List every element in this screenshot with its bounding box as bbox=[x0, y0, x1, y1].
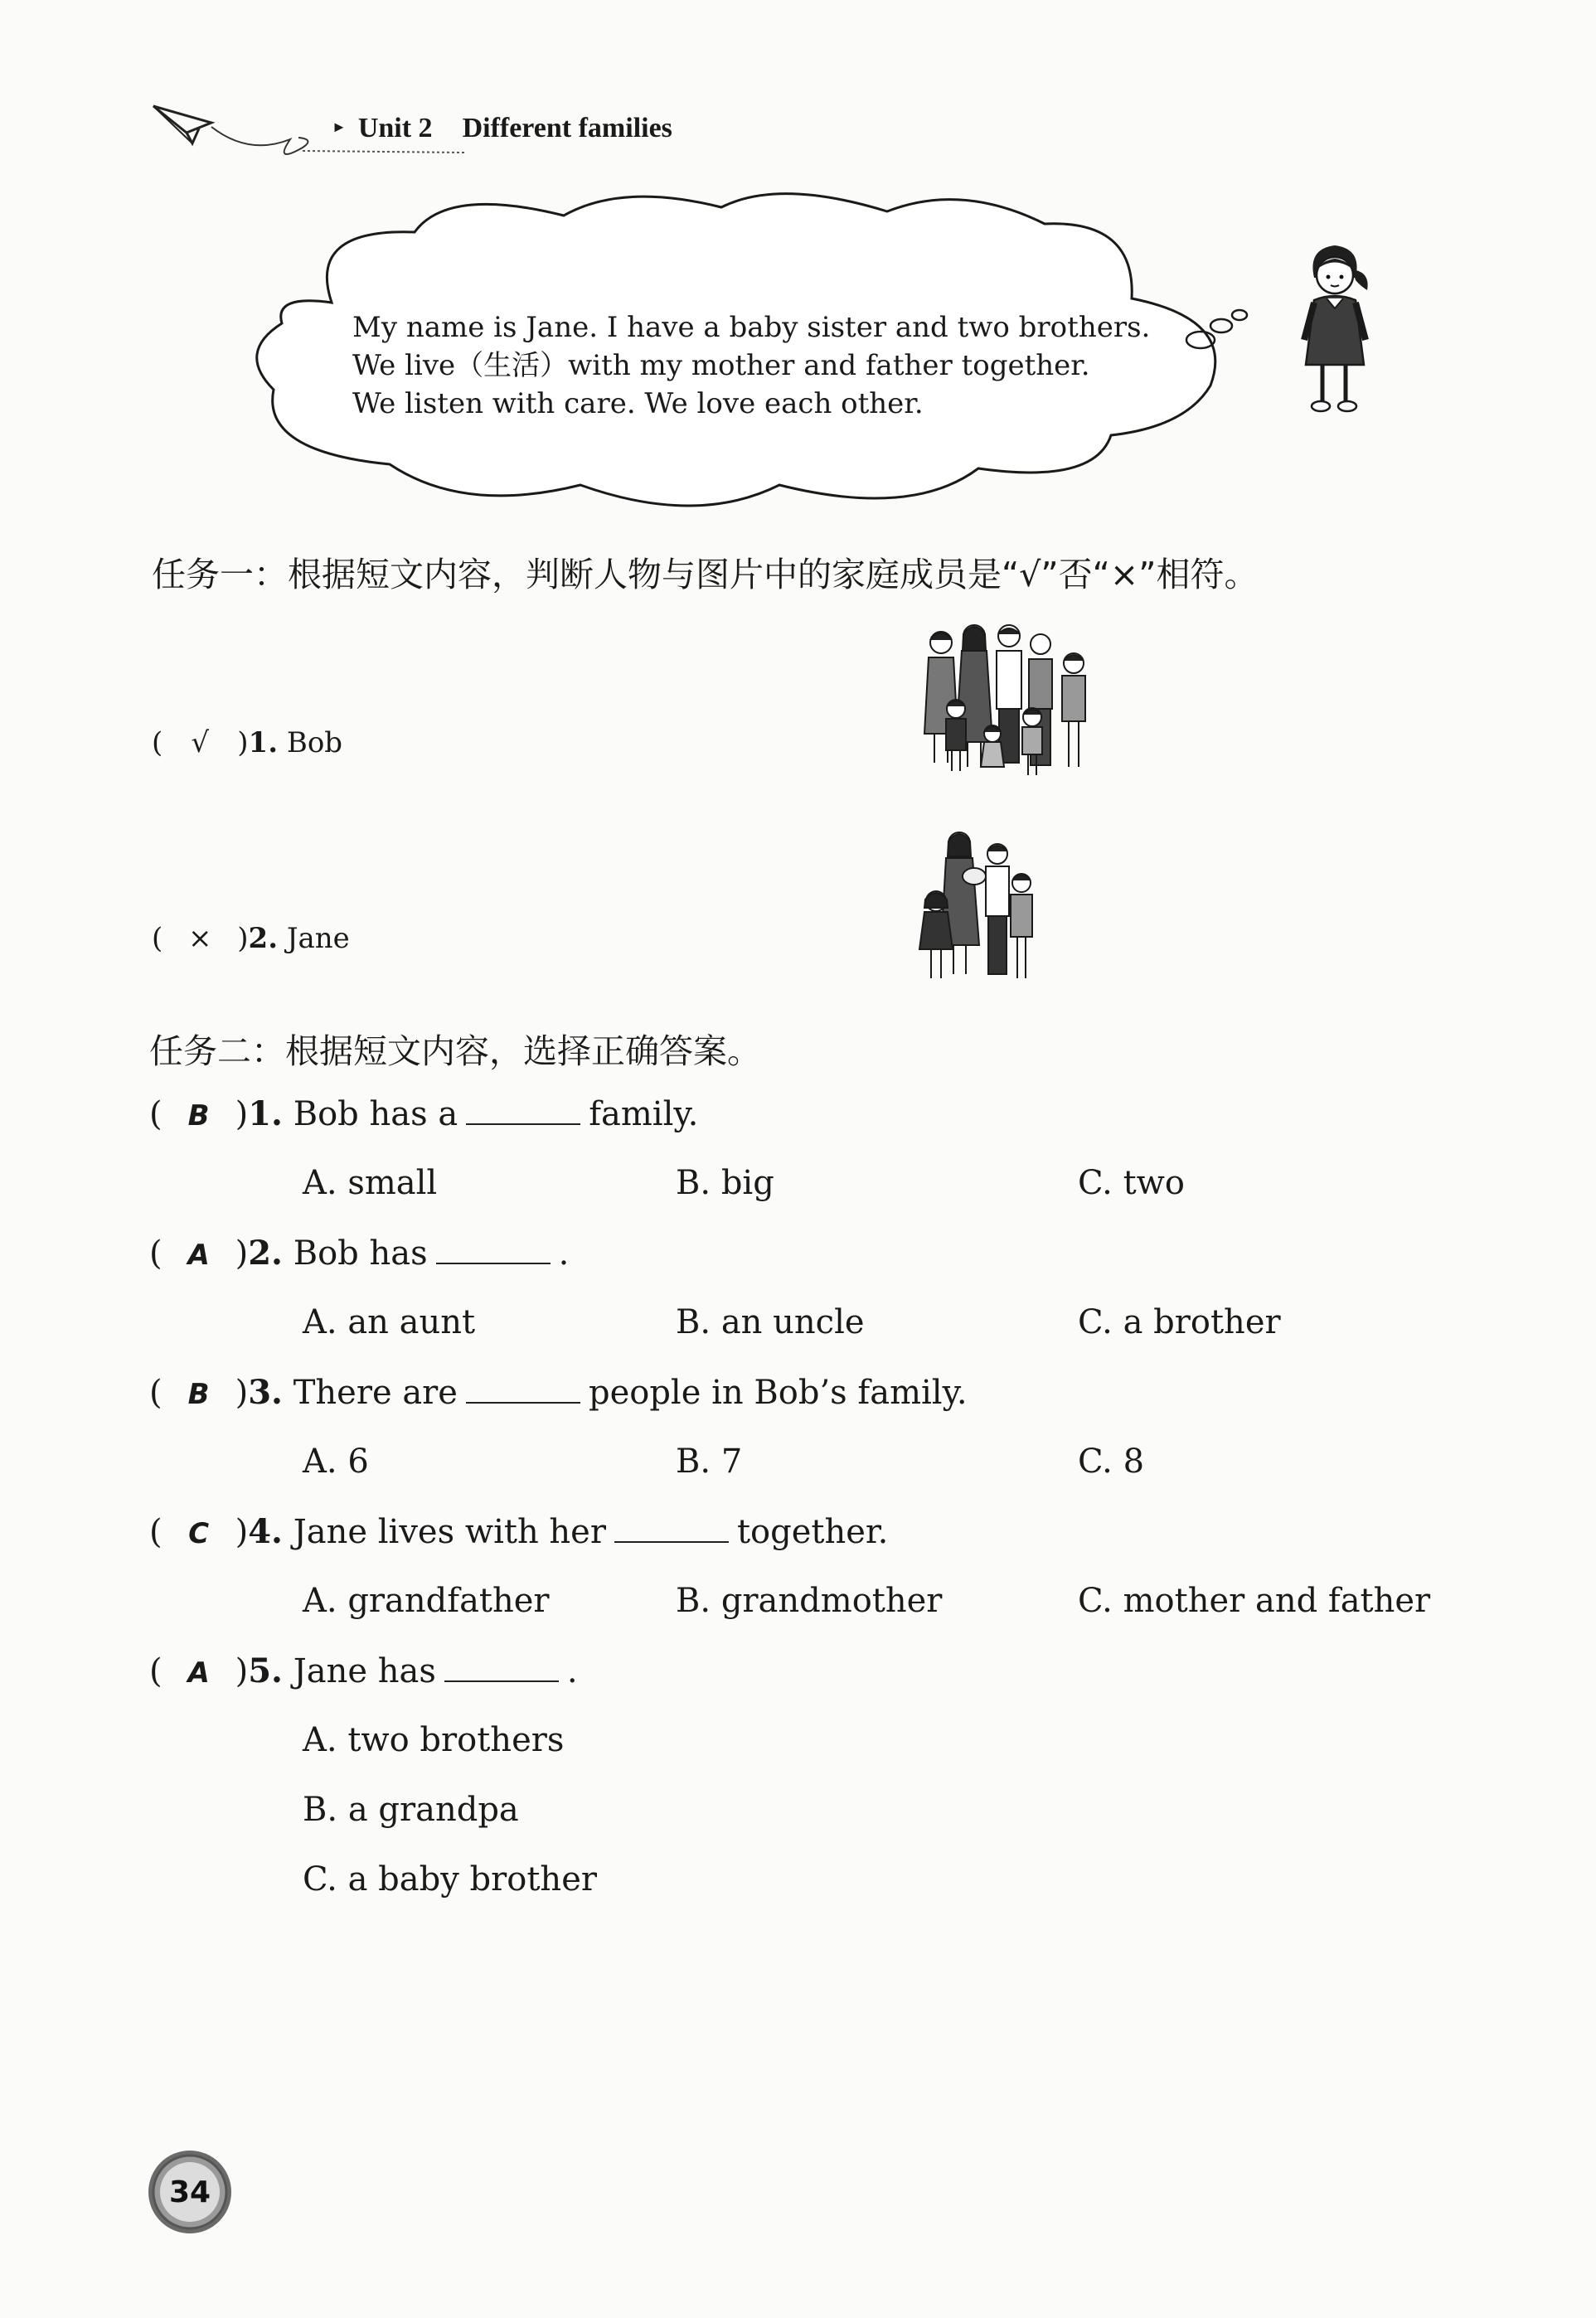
task1-num: 1. bbox=[248, 726, 279, 759]
question-text-before: Jane has bbox=[293, 1652, 436, 1690]
unit-label: Unit 2 bbox=[357, 113, 433, 143]
question-1: ( B )1. Bob has a family. bbox=[149, 1094, 699, 1133]
bubble-line: My name is Jane. I have a baby sister and two brothers. bbox=[352, 311, 1151, 344]
answer-letter: C bbox=[188, 1517, 210, 1550]
big-family-illustration bbox=[916, 618, 1107, 783]
task1-item-1: ( √ )1. Bob bbox=[152, 726, 343, 759]
option-a: A. two brothers bbox=[303, 1721, 565, 1759]
option-a: A. grandfather bbox=[303, 1582, 550, 1620]
task2-heading: 任务二：根据短文内容，选择正确答案。 bbox=[149, 1031, 761, 1071]
question-5: ( A )5. Jane has . bbox=[149, 1651, 578, 1690]
question-text-before: Bob has bbox=[293, 1234, 428, 1273]
unit-header: ► Unit 2 Different families bbox=[332, 113, 672, 143]
option-b: B. a grandpa bbox=[303, 1791, 519, 1829]
option-c: C. two bbox=[1078, 1164, 1186, 1202]
option-a: A. 6 bbox=[303, 1443, 369, 1481]
answer-blank bbox=[466, 1377, 580, 1404]
question-text-after: people in Bob’s family. bbox=[588, 1374, 968, 1412]
answer-blank bbox=[436, 1238, 551, 1264]
task1-name: Jane bbox=[286, 922, 350, 955]
question-text-after: family. bbox=[589, 1095, 699, 1133]
task1-num: 2. bbox=[248, 922, 279, 955]
question-text-before: Jane lives with her bbox=[293, 1513, 606, 1551]
question-text-after: . bbox=[566, 1652, 578, 1690]
option-b: B. grandmother bbox=[676, 1582, 943, 1620]
option-c: C. mother and father bbox=[1078, 1582, 1431, 1620]
task1-answer: √ bbox=[191, 726, 210, 759]
answer-letter: A bbox=[187, 1239, 210, 1272]
question-text-after: . bbox=[558, 1234, 570, 1273]
option-a: A. small bbox=[303, 1164, 438, 1202]
question-number: 3. bbox=[248, 1373, 283, 1412]
bubble-line: We live（生活）with my mother and father together. bbox=[352, 349, 1090, 382]
bubble-text bbox=[352, 308, 1150, 423]
answer-letter: A bbox=[187, 1656, 210, 1690]
answer-blank bbox=[614, 1516, 729, 1543]
page-number-badge bbox=[145, 2147, 235, 2237]
question-number: 4. bbox=[248, 1512, 283, 1551]
option-c: C. 8 bbox=[1078, 1443, 1145, 1481]
bubble-line: We listen with care. We love each other. bbox=[352, 387, 924, 420]
small-family-illustration bbox=[916, 825, 1045, 991]
task1-heading: 任务一：根据短文内容，判断人物与图片中的家庭成员是“√”否“×”相符。 bbox=[152, 555, 1259, 594]
question-number: 2. bbox=[248, 1234, 283, 1273]
question-number: 5. bbox=[248, 1651, 283, 1690]
answer-letter: B bbox=[187, 1378, 210, 1411]
question-text-after: together. bbox=[736, 1513, 889, 1551]
answer-letter: B bbox=[187, 1099, 210, 1132]
task1-name: Bob bbox=[286, 726, 343, 759]
unit-title: Different families bbox=[462, 113, 672, 143]
option-c: C. a brother bbox=[1078, 1303, 1281, 1341]
answer-blank bbox=[466, 1098, 580, 1125]
task1-answer: × bbox=[188, 922, 212, 955]
question-text-before: There are bbox=[293, 1374, 458, 1412]
option-c: C. a baby brother bbox=[303, 1860, 597, 1899]
option-b: B. an uncle bbox=[676, 1303, 865, 1341]
question-text-before: Bob has a bbox=[293, 1095, 458, 1133]
answer-blank bbox=[444, 1656, 559, 1682]
question-2: ( A )2. Bob has . bbox=[149, 1234, 570, 1273]
question-4: ( C )4. Jane lives with her together. bbox=[149, 1512, 889, 1551]
option-a: A. an aunt bbox=[303, 1303, 476, 1341]
question-number: 1. bbox=[248, 1094, 283, 1133]
task1-item-2: ( × )2. Jane bbox=[152, 922, 350, 955]
question-3: ( B )3. There are people in Bob’s family. bbox=[149, 1373, 968, 1412]
girl-illustration bbox=[1289, 240, 1380, 419]
page-number: 34 bbox=[168, 2175, 211, 2209]
option-b: B. 7 bbox=[676, 1443, 743, 1481]
option-b: B. big bbox=[676, 1164, 774, 1202]
